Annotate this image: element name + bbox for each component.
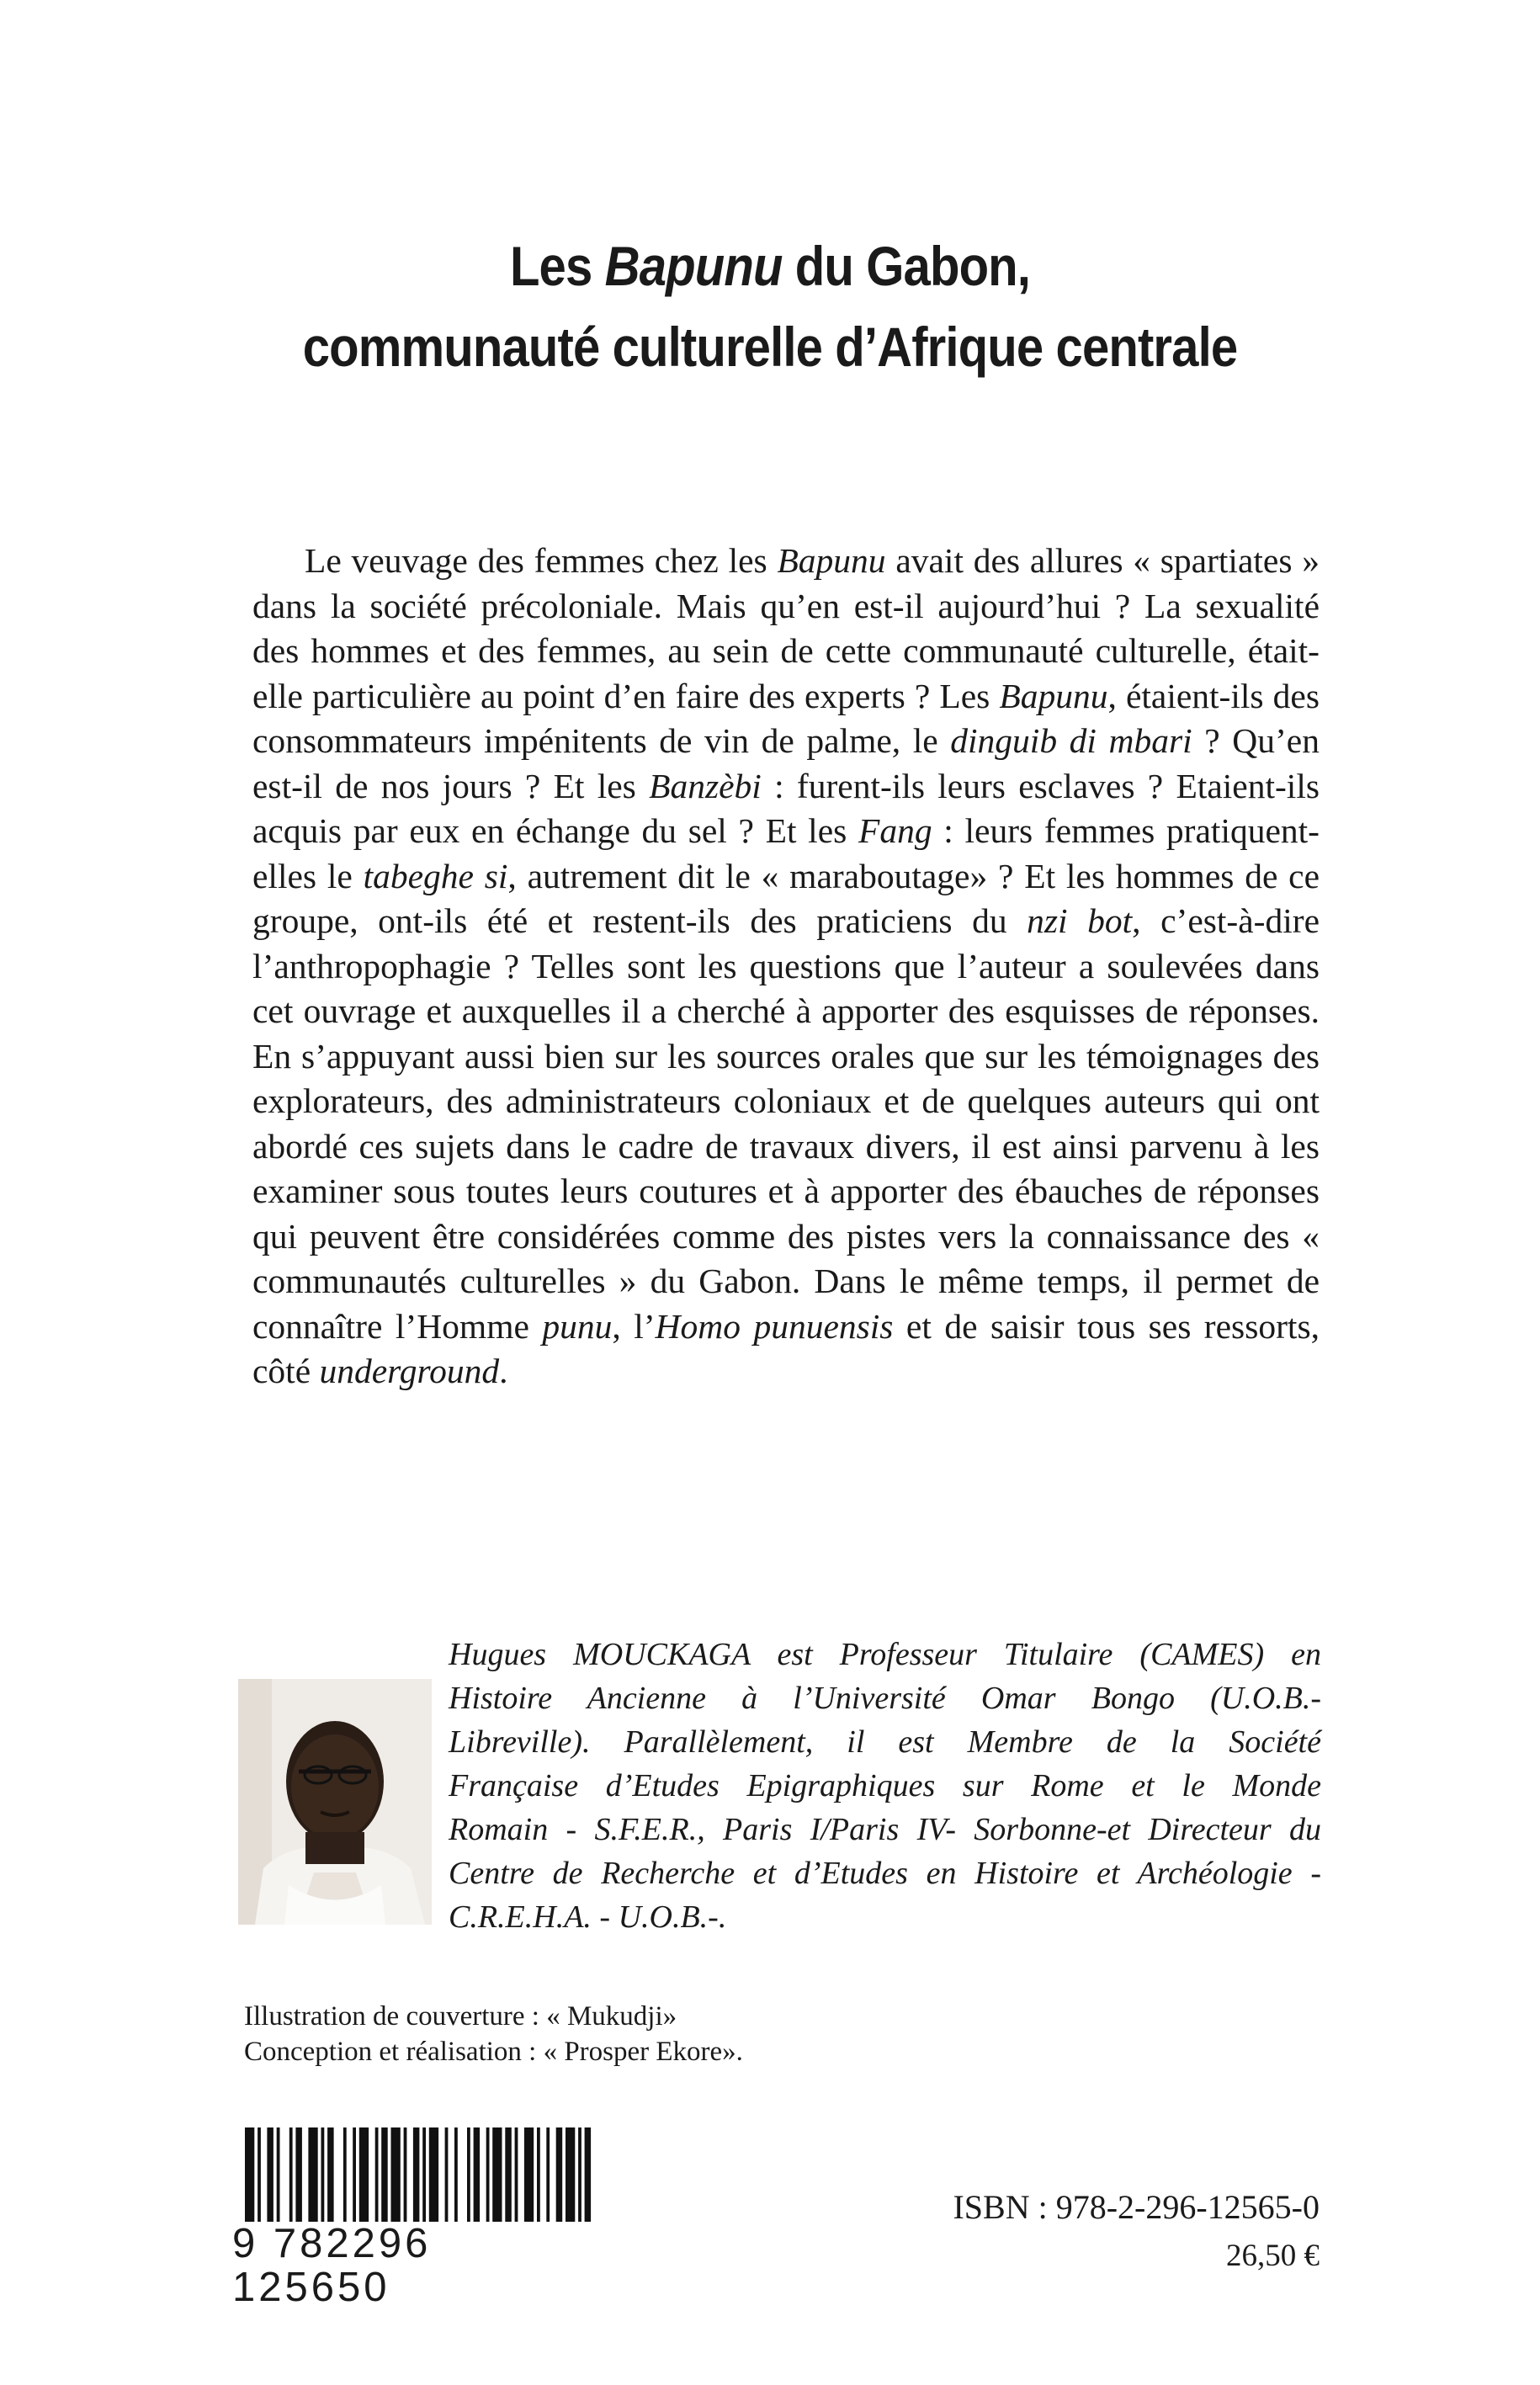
title-text: du Gabon, bbox=[782, 235, 1031, 297]
blurb-text: , autrement dit le « maraboutage» ? Et les hommes de ce groupe, ont-ils été et restent-ils des praticiens du bbox=[252, 856, 1320, 940]
bio-line: Romain - S.F.E.R., Paris I/Paris IV- Sorbonne-et Directeur du bbox=[449, 1812, 1321, 1847]
title-text: Les bbox=[509, 235, 605, 297]
blurb-text: avait des allures « spartiates » dans la société précoloniale. Mais qu’en est-il aujourd’hui ? La sexualité des hommes et des femmes, au sein de cette communauté culturelle, était-elle particulière au point d’en faire des experts ? Les bbox=[252, 541, 1320, 715]
blurb-italic: Bapunu bbox=[777, 541, 886, 580]
blurb-text: : furent-ils leurs esclaves ? Etaient-ils acquis par eux en échange du sel ? Et les bbox=[252, 766, 1320, 850]
blurb-text: : leurs femmes pratiquent-elles le bbox=[252, 811, 1320, 895]
blurb-italic: dinguib di mbari bbox=[950, 721, 1192, 760]
blurb-italic: punu bbox=[542, 1306, 613, 1346]
blurb-text: . bbox=[499, 1352, 508, 1390]
barcode-digits: 9 782296 125650 bbox=[232, 2222, 594, 2309]
title-line-1 bbox=[93, 226, 1447, 306]
blurb-text: , c’est-à-dire l’anthropophagie ? Telles sont les questions que l’auteur a soulevées dans cet ouvrage et auxquelles il a cherché à apporter des esquisses de réponses. En s’appuyant aussi bien sur les sources orales que sur les témoignages des explorateurs, des administrateurs coloniaux et de quelques auteurs qui ont abordé ces sujets dans le cadre de travaux divers, il est ainsi parvenu à les examiner sous toutes leurs coutures et à apporter des ébauches de réponses qui peuvent être considérées comme des pistes vers la connaissance des « communautés culturelles » du Gabon. Dans le même temps, il permet de connaître l’Homme bbox=[252, 901, 1320, 1346]
blurb-text: , l’ bbox=[612, 1306, 656, 1346]
blurb-italic: Fang bbox=[858, 811, 932, 850]
author-portrait-icon bbox=[238, 1679, 432, 1925]
design-credit: Conception et réalisation : « Prosper Ekore». bbox=[244, 2037, 743, 2067]
blurb-italic: Homo punuensis bbox=[655, 1306, 894, 1346]
blurb-italic: nzi bot bbox=[1027, 901, 1133, 940]
book-title bbox=[93, 226, 1447, 387]
back-cover-blurb bbox=[252, 539, 1320, 1394]
blurb-italic: tabeghe si bbox=[363, 856, 508, 895]
author-photo bbox=[238, 1679, 432, 1925]
isbn: ISBN : 978-2-296-12565-0 bbox=[953, 2188, 1320, 2226]
author-bio bbox=[449, 1633, 1321, 1939]
bio-line: C.R.E.H.A. - U.O.B.-. bbox=[449, 1899, 727, 1935]
blurb-text: et de saisir tous ses ressorts, côté bbox=[252, 1306, 1320, 1390]
blurb-text: Le veuvage des femmes chez les bbox=[305, 541, 778, 580]
blurb-italic: Bapunu bbox=[999, 676, 1108, 715]
bio-line: Histoire Ancienne à l’Université Omar Bongo (U.O.B.- bbox=[449, 1681, 1321, 1716]
cover-credits bbox=[244, 1999, 743, 2069]
price: 26,50 € bbox=[1226, 2239, 1320, 2273]
blurb-italic: Banzèbi bbox=[649, 766, 762, 805]
blurb-text: , étaient-ils des consommateurs impénitents de vin de palme, le bbox=[252, 676, 1320, 760]
title-italic-word: Bapunu bbox=[604, 235, 783, 297]
blurb-italic: underground bbox=[319, 1352, 500, 1390]
illustration-credit: Illustration de couverture : « Mukudji» bbox=[244, 2001, 677, 2032]
bio-line: Libreville). Parallèlement, il est Membre de la Société bbox=[449, 1724, 1321, 1760]
bio-line: Hugues MOUCKAGA est Professeur Titulaire (CAMES) en bbox=[449, 1637, 1321, 1672]
bio-line: Française d’Etudes Epigraphiques sur Rome et le Monde bbox=[449, 1768, 1321, 1803]
blurb-text: ? Qu’en est-il de nos jours ? Et les bbox=[252, 721, 1320, 805]
bio-line: Centre de Recherche et d’Etudes en Histoire et Archéologie - bbox=[449, 1856, 1321, 1891]
title-line-2: communauté culturelle d’Afrique centrale bbox=[302, 316, 1238, 378]
